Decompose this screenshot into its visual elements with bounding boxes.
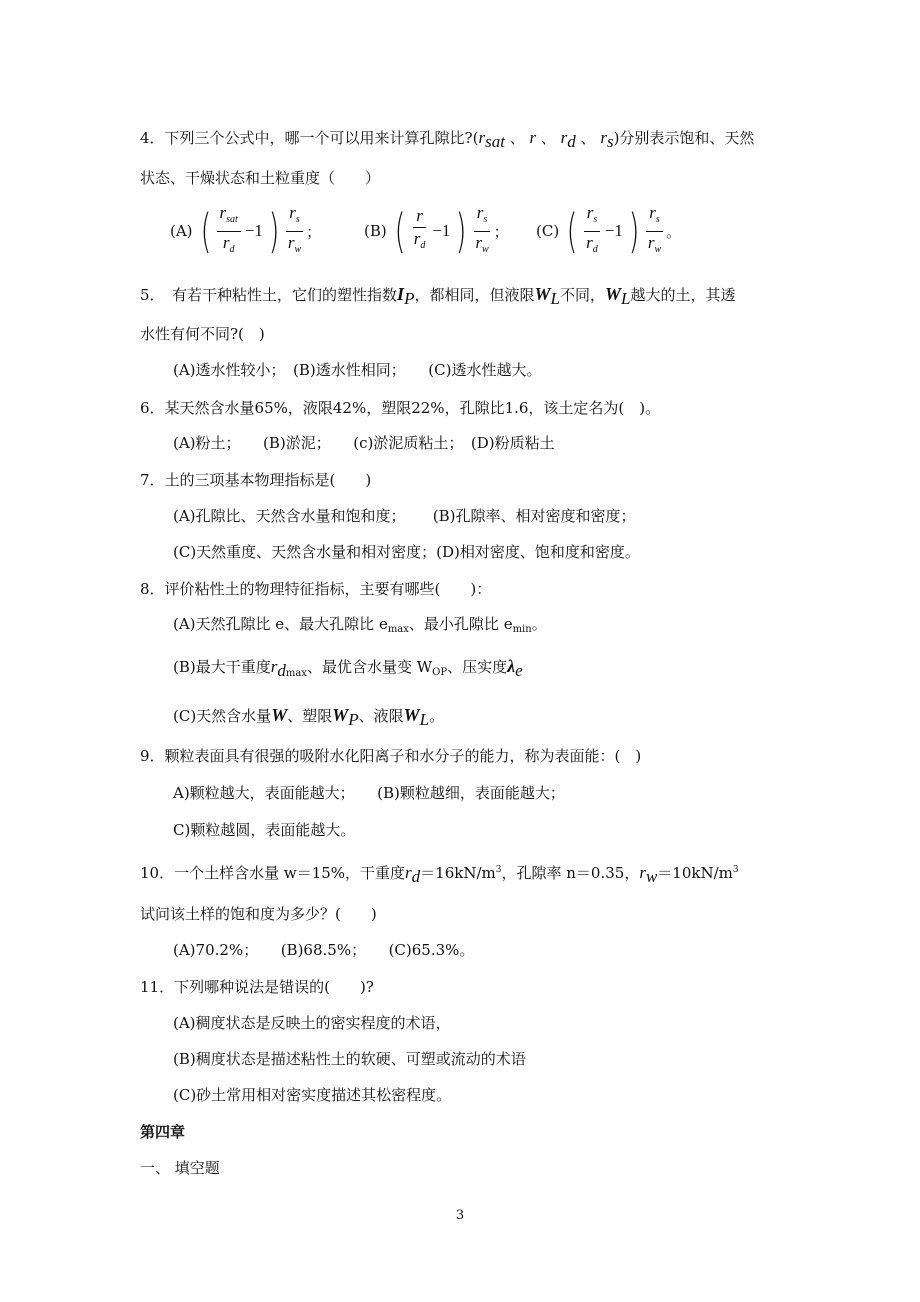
sym: r (219, 202, 227, 222)
q11-option-b: (B)稠度状态是描述粘性土的软硬、可塑或流动的术语 (173, 1050, 526, 1068)
q4-text-b: )分别表示饱和、天然 (613, 129, 755, 147)
sym: r (649, 202, 656, 222)
formula-c (536, 203, 681, 259)
q8-b-text1: (B)最大干重度 (173, 658, 271, 676)
q10-text-b: ＝16kN/m (420, 864, 496, 882)
formula-b (364, 203, 509, 259)
q8-b-text2: 、最优含水量变 W (306, 658, 433, 676)
sym: W (403, 705, 420, 725)
sym-sub: d (567, 132, 576, 151)
q7-options-ab: (A)孔隙比、天然含水量和饱和度； (B)孔隙率、相对密度和密度； (173, 507, 636, 525)
sym: r (639, 863, 646, 882)
fraction (217, 203, 241, 260)
sym: r (647, 232, 655, 252)
sym-sub: w (654, 243, 662, 255)
sym: 1 (441, 221, 451, 240)
sym: r (270, 657, 278, 676)
sym-sub: P (404, 289, 415, 308)
q9-option-c: C)颗粒越圆，表面能越大。 (173, 821, 356, 839)
sym-sub: s (655, 213, 660, 225)
sym: W (332, 705, 349, 725)
sym: r (287, 232, 295, 252)
fraction (583, 203, 601, 260)
sym: 1 (254, 221, 263, 240)
chapter-title: 第四章 (140, 1123, 186, 1141)
formula-a (170, 203, 321, 259)
sym: r (600, 128, 607, 147)
q8-c-text4: 。 (429, 707, 445, 725)
fraction (645, 203, 664, 260)
q6-line1: 6．某天然含水量65%，液限42%，塑限22%，孔隙比1.6，该土定名为( )。 (140, 399, 661, 417)
sym: r (560, 128, 568, 147)
minus-one: −1 (604, 221, 623, 240)
q8-option-c (173, 705, 444, 730)
sym: r (416, 206, 423, 225)
sym-sub: s (593, 213, 598, 225)
q8-c-text1: (C)天然含水量 (173, 707, 272, 725)
paren-right: ) (268, 204, 280, 258)
q10-text-c: ，孔隙率 n＝0.35， (501, 864, 640, 882)
q4-text-a: 4．下列三个公式中，哪一个可以用来计算孔隙比?( (140, 129, 479, 147)
sym: r (529, 128, 537, 147)
q7-line1: 7．土的三项基本物理指标是( ) (140, 471, 372, 489)
sym-sub: max (285, 668, 307, 679)
page-number: 3 (455, 1208, 465, 1223)
q5-text-a: 5． 有若干种粘性土，它们的塑性指数 (140, 286, 398, 304)
paren-right: ) (455, 204, 467, 258)
paren-right: ) (628, 204, 640, 258)
q8-b-text3: 、压实度 (447, 658, 508, 676)
end-mark: 。 (666, 222, 682, 241)
q5-text-d: 越大的土，其透 (630, 286, 736, 304)
q8-c-text3: 、液限 (358, 707, 404, 725)
q8-a-text3: 。 (531, 615, 547, 633)
sym: I (397, 284, 405, 304)
paren-left: ( (200, 204, 211, 258)
q8-a-text1: (A)天然孔隙比 e、最大孔隙比 e (173, 615, 388, 633)
q8-c-text2: 、塑限 (287, 707, 333, 725)
sym-sub: s (295, 213, 300, 225)
q10-text-a: 10．一个土样含水量 w＝15%，干重度 (140, 864, 406, 882)
sym-sub: d (277, 661, 286, 680)
paren-left: ( (394, 204, 406, 258)
q11-option-a: (A)稠度状态是反映土的密实程度的术语， (173, 1014, 451, 1032)
separator: ； (493, 222, 509, 241)
sym: 1 (614, 221, 623, 240)
sym-sub: w (481, 243, 489, 255)
sym: W (604, 284, 621, 304)
formula-c-label: (C) (536, 222, 560, 240)
q8-a-text2: 、最小孔隙比 e (408, 615, 513, 633)
sym: r (222, 232, 230, 252)
sym: r (586, 232, 593, 252)
sym-sub: L (620, 289, 631, 308)
sym-sub: min (512, 624, 532, 635)
sym: r (476, 202, 484, 222)
sym: r (413, 229, 421, 248)
sym-sub: d (592, 243, 598, 255)
sym-sub: sat (485, 132, 505, 151)
formula-a-label: (A) (170, 222, 193, 240)
q5-options: (A)透水性较小； (B)透水性相同； (C)透水性越大。 (173, 361, 542, 379)
q5-text-c: 不同， (559, 286, 605, 304)
q11-option-c: (C)砂土常用相对密实度描述其松密程度。 (173, 1086, 452, 1104)
sym-sub: d (411, 867, 421, 886)
q4-line1: 4．下列三个公式中，哪一个可以用来计算孔隙比$?(r_{sat}$ 、 r 、 $r_d$ 、 $r_s$)分别表示饱和、天然 (140, 128, 755, 151)
q10-options: (A)70.2%； (B)68.5%； (C)65.3%。 (173, 941, 475, 959)
sym-sub: w (645, 867, 658, 886)
q9-options-ab: A)颗粒越大，表面能越大； (B)颗粒越细，表面能越大； (173, 784, 565, 802)
sym: r (405, 863, 412, 882)
formula-b-label: (B) (364, 222, 387, 240)
fraction (472, 203, 491, 260)
separator: ； (306, 222, 322, 241)
sym: λ (507, 656, 516, 676)
q10-line2: 试问该土样的饱和度为多少？( ) (140, 905, 377, 923)
q9-line1: 9．颗粒表面具有很强的吸附水化阳离子和水分子的能力，称为表面能：( ) (140, 747, 642, 765)
fraction (411, 206, 429, 256)
sym-sub: sat (226, 213, 238, 225)
sym-sub: max (387, 624, 409, 635)
sym-sub: OP (432, 667, 448, 678)
sym: r (289, 202, 296, 222)
sym-sub: d (420, 240, 426, 251)
sym: r (586, 202, 594, 222)
q8-option-a (173, 614, 547, 640)
sym-sub: s (483, 213, 488, 225)
q10-line1 (140, 860, 739, 887)
sym-sub: L (419, 710, 430, 729)
q5-text-b: ，都相同，但液限 (414, 286, 535, 304)
section-title: 一、 填空题 (140, 1159, 220, 1177)
sym-sub: w (294, 243, 302, 255)
q8-option-b (173, 656, 523, 684)
q6-options: (A)粉土； (B)淤泥； (c)淤泥质粘土； (D)粉质粘土 (173, 434, 555, 452)
sym-sup: 3 (732, 865, 739, 875)
q5-line2: 水性有何不同?( ) (140, 325, 265, 343)
minus-one: −1 (244, 221, 263, 240)
sym-sub: d (229, 243, 235, 255)
sym: W (534, 284, 551, 304)
q7-options-cd: (C)天然重度、天然含水量和相对密度；(D)相对密度、饱和度和密度。 (173, 543, 640, 561)
sym-sub: L (550, 289, 560, 308)
q4-line2: 状态、干燥状态和土粒重度（ ） (140, 169, 381, 187)
sym-sup: 3 (495, 865, 502, 875)
sym-sub: e (515, 661, 523, 680)
sym-sub: s (606, 132, 614, 151)
sym: r (478, 128, 486, 147)
sym-sub: P (348, 710, 359, 729)
q11-line1: 11．下列哪种说法是错误的( )? (140, 978, 374, 996)
sym: r (475, 232, 482, 252)
fraction (285, 203, 304, 260)
q8-line1: 8．评价粘性土的物理特征指标，主要有哪些( )： (140, 580, 492, 598)
minus-one: −1 (432, 221, 451, 240)
paren-left: ( (566, 204, 578, 258)
q10-text-d: ＝10kN/m (657, 864, 733, 882)
q5-line1 (140, 284, 735, 309)
sym: W (271, 705, 288, 725)
